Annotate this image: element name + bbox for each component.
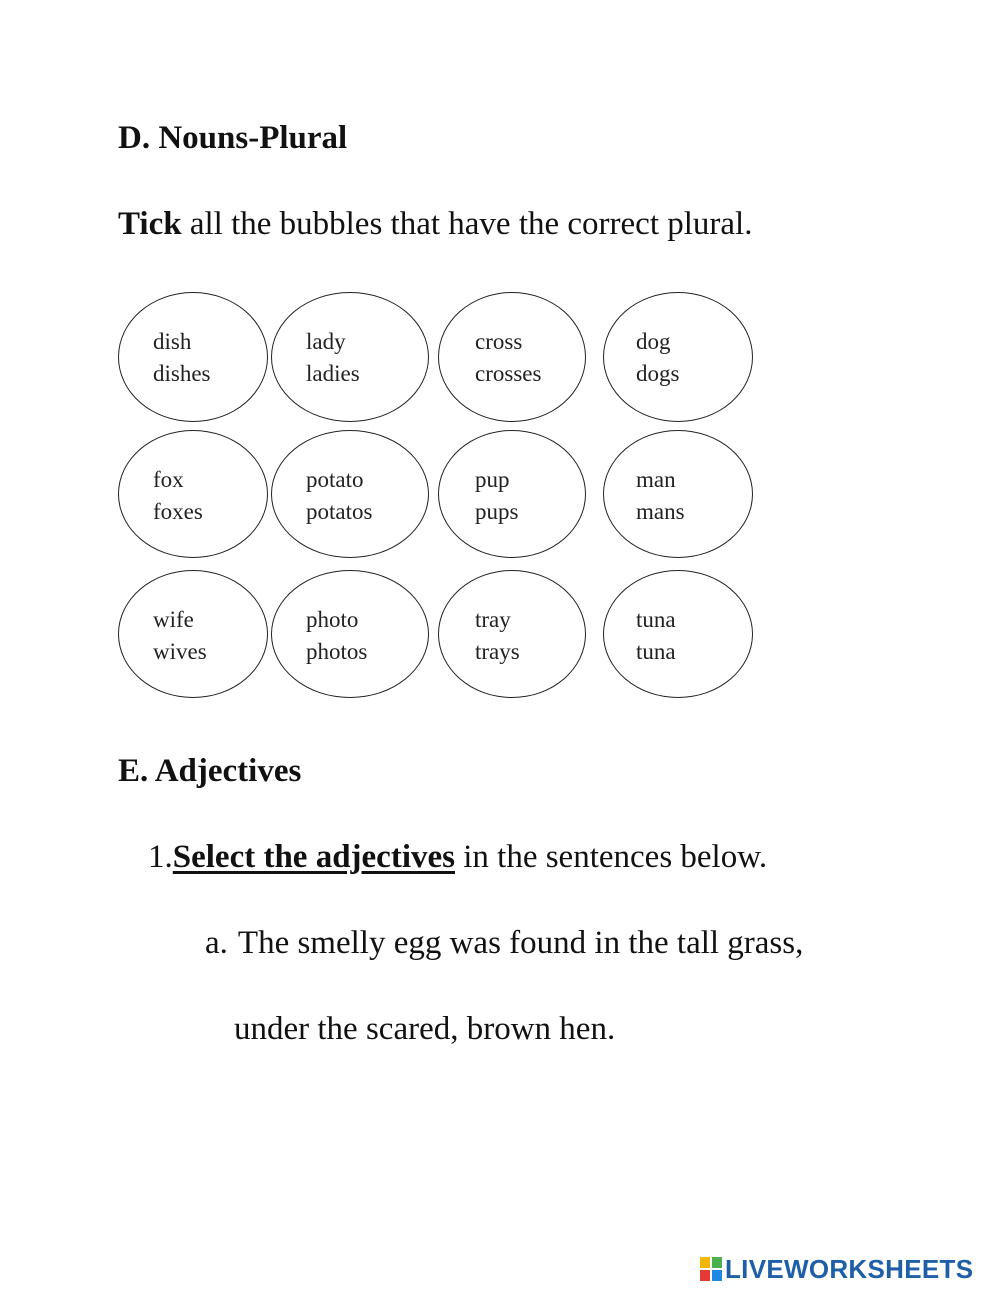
singular-word: dog bbox=[636, 329, 671, 354]
bubble-word-pair bbox=[636, 464, 685, 528]
plural-bubble[interactable] bbox=[438, 292, 586, 422]
bubble-word-pair bbox=[306, 464, 372, 528]
singular-word: lady bbox=[306, 329, 346, 354]
bubble-word-pair bbox=[475, 464, 518, 528]
bubble-word-pair bbox=[475, 326, 541, 390]
plural-bubble[interactable] bbox=[271, 292, 429, 422]
plural-word: dogs bbox=[636, 361, 680, 386]
plural-bubble[interactable] bbox=[438, 430, 586, 558]
plural-bubble[interactable] bbox=[118, 292, 268, 422]
liveworksheets-wordmark: LIVEWORKSHEETS bbox=[725, 1253, 974, 1284]
plural-word: ladies bbox=[306, 361, 360, 386]
singular-word: tuna bbox=[636, 607, 676, 632]
singular-word: photo bbox=[306, 607, 359, 632]
plural-word: tuna bbox=[636, 639, 676, 664]
bubble-word-pair bbox=[153, 326, 211, 390]
task-bold-instruction: Select the adjectives bbox=[172, 839, 455, 875]
plural-word: wives bbox=[153, 639, 207, 664]
plural-word: photos bbox=[306, 639, 368, 664]
section-d-heading: D. Nouns-Plural bbox=[118, 120, 348, 156]
bubble-word-pair bbox=[153, 464, 203, 528]
bubble-word-pair bbox=[153, 604, 207, 668]
section-e-heading: E. Adjectives bbox=[118, 753, 302, 789]
plural-word: foxes bbox=[153, 499, 203, 524]
task-number: 1. bbox=[148, 839, 173, 875]
plural-word: potatos bbox=[306, 499, 373, 524]
plural-bubble[interactable] bbox=[271, 430, 429, 558]
singular-word: potato bbox=[306, 467, 364, 492]
sentence-text-line1[interactable]: The smelly egg was found in the tall grass, bbox=[237, 925, 804, 961]
singular-word: dish bbox=[153, 329, 192, 354]
plural-word: mans bbox=[636, 499, 685, 524]
bubble-word-pair bbox=[475, 604, 520, 668]
singular-word: cross bbox=[475, 329, 523, 354]
plural-bubble[interactable] bbox=[603, 292, 753, 422]
plural-word: dishes bbox=[153, 361, 211, 386]
plural-bubble[interactable] bbox=[438, 570, 586, 698]
liveworksheets-brand bbox=[700, 1255, 973, 1283]
instruction-text: all the bubbles that have the correct plural. bbox=[181, 206, 753, 242]
plural-word: pups bbox=[475, 499, 519, 524]
adjective-task bbox=[148, 839, 767, 876]
singular-word: pup bbox=[475, 467, 510, 492]
instruction-bold-word: Tick bbox=[118, 206, 182, 242]
singular-word: tray bbox=[475, 607, 511, 632]
bubble-word-pair bbox=[636, 326, 679, 390]
sentence-label: a. bbox=[205, 925, 228, 961]
plural-bubble[interactable] bbox=[603, 430, 753, 558]
bubble-word-pair bbox=[306, 326, 360, 390]
sentence-a-line2[interactable]: under the scared, brown hen. bbox=[234, 1011, 616, 1047]
plural-bubble[interactable] bbox=[603, 570, 753, 698]
liveworksheets-logo-icon bbox=[700, 1257, 722, 1281]
sentence-a-line1[interactable] bbox=[205, 925, 803, 962]
bubble-word-pair bbox=[306, 604, 367, 668]
plural-word: crosses bbox=[475, 361, 542, 386]
singular-word: man bbox=[636, 467, 676, 492]
plural-bubble[interactable] bbox=[118, 570, 268, 698]
bubble-word-pair bbox=[636, 604, 676, 668]
plural-bubble[interactable] bbox=[118, 430, 268, 558]
plural-bubble[interactable] bbox=[271, 570, 429, 698]
singular-word: wife bbox=[153, 607, 194, 632]
section-d-instruction bbox=[118, 206, 752, 243]
task-text: in the sentences below. bbox=[454, 839, 768, 875]
plural-word: trays bbox=[475, 639, 520, 664]
singular-word: fox bbox=[153, 467, 184, 492]
